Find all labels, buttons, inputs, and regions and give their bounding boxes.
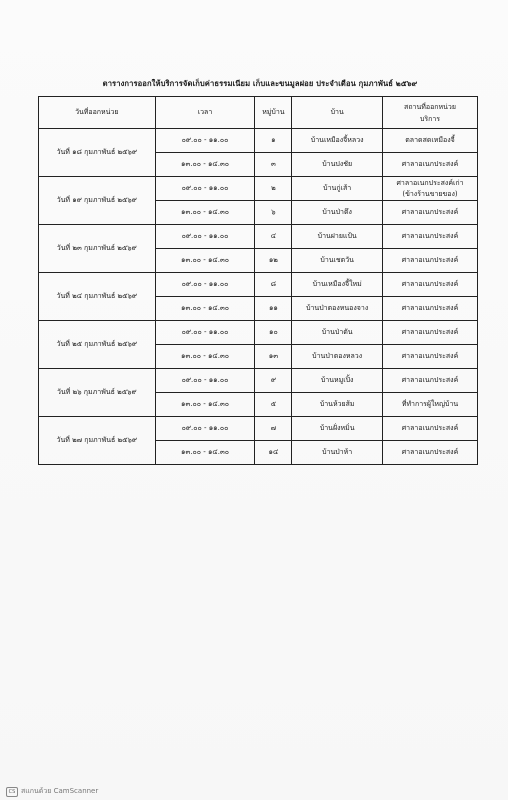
time-cell: ๑๓.๐๐ - ๑๔.๓๐ — [155, 153, 255, 177]
moo-cell: ๑ — [255, 129, 292, 153]
header-time: เวลา — [155, 97, 255, 129]
scanner-watermark — [6, 786, 98, 797]
place-cell: ศาลาอเนกประสงค์ — [383, 345, 478, 369]
time-cell: ๑๓.๐๐ - ๑๔.๓๐ — [155, 249, 255, 273]
village-cell: บ้านป่าห้า — [292, 441, 383, 465]
date-cell: วันที่ ๒๓ กุมภาพันธ์ ๒๕๖๙ — [39, 225, 156, 273]
moo-cell: ๑๒ — [255, 249, 292, 273]
moo-cell: ๙ — [255, 369, 292, 393]
village-cell: บ้านห้วยส้ม — [292, 393, 383, 417]
moo-cell: ๑๓ — [255, 345, 292, 369]
table-row — [39, 177, 478, 201]
village-cell: บ้านป่าตัน — [292, 321, 383, 345]
place-cell: ศาลาอเนกประสงค์ — [383, 369, 478, 393]
table-row — [39, 369, 478, 393]
time-cell: ๑๓.๐๐ - ๑๔.๓๐ — [155, 345, 255, 369]
moo-cell: ๑๐ — [255, 321, 292, 345]
scanner-watermark-text: สแกนด้วย CamScanner — [21, 787, 99, 795]
place-cell: ที่ทำการผู้ใหญ่บ้าน — [383, 393, 478, 417]
date-cell: วันที่ ๑๙ กุมภาพันธ์ ๒๕๖๙ — [39, 177, 156, 225]
moo-cell: ๑๑ — [255, 297, 292, 321]
village-cell: บ้านหมูเปิ้ง — [292, 369, 383, 393]
place-cell: ศาลาอเนกประสงค์ — [383, 201, 478, 225]
schedule-table — [38, 96, 478, 465]
moo-cell: ๑๔ — [255, 441, 292, 465]
village-cell: บ้านเหมืองจี้หลวง — [292, 129, 383, 153]
time-cell: ๐๙.๐๐ - ๑๑.๐๐ — [155, 417, 255, 441]
place-line1: ศาลาอเนกประสงค์เก่า — [396, 178, 464, 187]
header-place — [383, 97, 478, 129]
village-cell: บ้านป่าตึง — [292, 201, 383, 225]
header-moo: หมู่บ้าน — [255, 97, 292, 129]
place-cell: ศาลาอเนกประสงค์ — [383, 225, 478, 249]
time-cell: ๑๓.๐๐ - ๑๔.๓๐ — [155, 201, 255, 225]
place-cell: ศาลาอเนกประสงค์ — [383, 441, 478, 465]
document-title: ตารางการออกให้บริการจัดเก็บค่าธรรมเนียม เก็บและขนมูลฝอย ประจำเดือน กุมภาพันธ์ ๒๕๖๙ — [102, 79, 418, 88]
header-place-line2: บริการ — [419, 115, 441, 123]
moo-cell: ๒ — [255, 177, 292, 201]
moo-cell: ๘ — [255, 273, 292, 297]
moo-cell: ๔ — [255, 225, 292, 249]
time-cell: ๐๙.๐๐ - ๑๑.๐๐ — [155, 273, 255, 297]
time-cell: ๐๙.๐๐ - ๑๑.๐๐ — [155, 129, 255, 153]
time-cell: ๑๓.๐๐ - ๑๔.๓๐ — [155, 297, 255, 321]
date-cell: วันที่ ๒๖ กุมภาพันธ์ ๒๕๖๙ — [39, 369, 156, 417]
place-cell: ศาลาอเนกประสงค์ — [383, 417, 478, 441]
table-row — [39, 129, 478, 153]
time-cell: ๑๓.๐๐ - ๑๔.๓๐ — [155, 441, 255, 465]
moo-cell: ๕ — [255, 393, 292, 417]
time-cell: ๐๙.๐๐ - ๑๑.๐๐ — [155, 321, 255, 345]
place-cell: ศาลาอเนกประสงค์ — [383, 249, 478, 273]
place-cell — [383, 177, 478, 201]
table-row — [39, 225, 478, 249]
place-cell: ศาลาอเนกประสงค์ — [383, 273, 478, 297]
moo-cell: ๓ — [255, 153, 292, 177]
moo-cell: ๖ — [255, 201, 292, 225]
village-cell: บ้านป่าตองหลวง — [292, 345, 383, 369]
time-cell: ๑๓.๐๐ - ๑๔.๓๐ — [155, 393, 255, 417]
place-cell: ศาลาอเนกประสงค์ — [383, 321, 478, 345]
village-cell: บ้านฝั่งหมิ่น — [292, 417, 383, 441]
date-cell: วันที่ ๒๗ กุมภาพันธ์ ๒๕๖๙ — [39, 417, 156, 465]
date-cell: วันที่ ๒๔ กุมภาพันธ์ ๒๕๖๙ — [39, 273, 156, 321]
header-village: บ้าน — [292, 97, 383, 129]
village-cell: บ้านกู่เส้า — [292, 177, 383, 201]
camscanner-icon: CS — [6, 787, 18, 797]
place-line2: (ข้างร้านขายของ) — [402, 189, 458, 198]
table-row — [39, 417, 478, 441]
time-cell: ๐๙.๐๐ - ๑๑.๐๐ — [155, 225, 255, 249]
date-cell: วันที่ ๑๘ กุมภาพันธ์ ๒๕๖๙ — [39, 129, 156, 177]
village-cell: บ้านปงชัย — [292, 153, 383, 177]
village-cell: บ้านฝายแป้น — [292, 225, 383, 249]
header-date: วันที่ออกหน่วย — [39, 97, 156, 129]
place-cell: ศาลาอเนกประสงค์ — [383, 153, 478, 177]
time-cell: ๐๙.๐๐ - ๑๑.๐๐ — [155, 177, 255, 201]
table-header-row — [39, 97, 478, 129]
date-cell: วันที่ ๒๕ กุมภาพันธ์ ๒๕๖๙ — [39, 321, 156, 369]
moo-cell: ๗ — [255, 417, 292, 441]
place-cell: ตลาดสดเหมืองจี้ — [383, 129, 478, 153]
place-cell: ศาลาอเนกประสงค์ — [383, 297, 478, 321]
village-cell: บ้านเหมืองจี้ใหม่ — [292, 273, 383, 297]
village-cell: บ้านเชตวัน — [292, 249, 383, 273]
time-cell: ๐๙.๐๐ - ๑๑.๐๐ — [155, 369, 255, 393]
header-place-line1: สถานที่ออกหน่วย — [404, 103, 456, 111]
table-row — [39, 273, 478, 297]
village-cell: บ้านป่าตองหนองจาง — [292, 297, 383, 321]
table-row — [39, 321, 478, 345]
